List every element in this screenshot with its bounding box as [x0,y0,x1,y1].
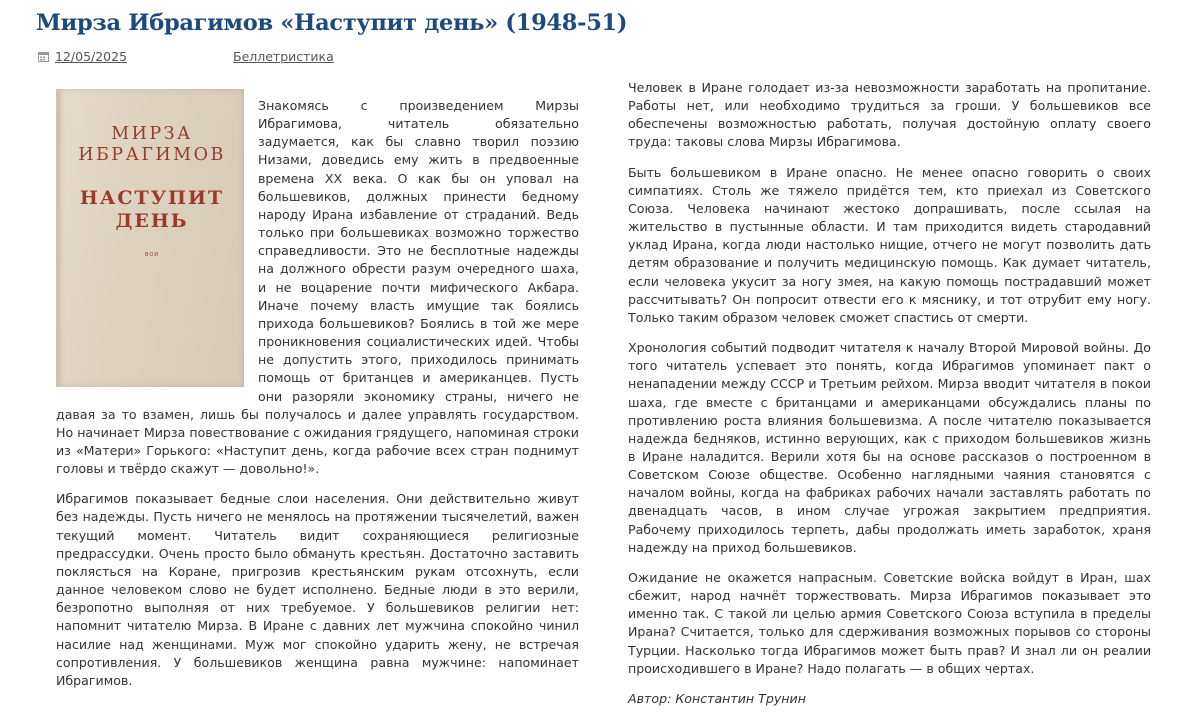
cover-publisher: ВОИ [144,252,160,258]
post-meta [38,49,334,64]
article-paragraph: Человек в Иране голодает из-за невозможности заработать на пропитание. Работы нет, или необходимо трудиться за гроши. У большевиков все обеспечены возможностью работать, получая достойную оплату своего труда: таковы слова Мирзы Ибрагимова. [628,80,1151,150]
article-paragraph: Ожидание не окажется напрасным. Советские войска войдут в Иран, шах сбежит, народ начнёт торжествовать. Мирза Ибрагимов показывает это именно так. С такой ли целью армия Советского Союза вступила в пределы Ирана? Считается, только для сдерживания возможных порывов со стороны Турции. Насколько тогда Ибрагимов может быть прав? И знал ли он реалии происходившего в Иране? Надо полагать — в общих чертах. [628,569,1151,676]
article-column-left [56,97,579,702]
post-date-link[interactable]: 12/05/2025 [55,49,128,64]
article-paragraph: Хронология событий подводит читателя к началу Второй Мировой войны. До того читатель успевает это понять, когда Ибрагимов упоминает пакт о ненападении между СССР и Третьим рейхом. Мирза вводит читателя в покои шаха, где вместе с британцами и американцами обсуждались планы по противлению роста влияния большевизма. А после читателю показывается надежда бедняков, истинно верующих, как с приходом большевиков жизнь в Иране наладится. Верили хотя бы на основе рассказов о построенном в Советском Союзе обществе. Особенно наглядными чаяния становятся с началом войны, когда на фабриках рабочих начали заставлять работать по двенадцать часов, в ином случае угрожая закрытием предприятия. Рабочему приходилось терпеть, дабы продолжать иметь заработок, храня надежду на приход большевиков. [628,340,1151,555]
calendar-icon [38,51,49,62]
cover-author: МИРЗА ИБРАГИМОВ [78,124,226,165]
category-link[interactable]: Беллетристика [233,49,334,64]
cover-title: НАСТУПИТ ДЕНЬ [79,187,225,232]
book-cover-image [56,89,244,387]
article-column-right [628,79,1151,720]
article-paragraph: Быть большевиком в Иране опасно. Не менее опасно говорить о своих симпатиях. Столь же тяжело придётся тем, кто приехал из Советского Союза. Человека начинают жестоко допрашивать, после ссылая на жительство в пустынные области. И там приходится видеть стародавний уклад Ирана, когда люди настолько нищие, отчего не могут позволить дать детям образование и получить медицинскую помощь. Как думает читатель, если человека укусит за ногу змея, на какую помощь пострадавший может рассчитывать? Он попросит отвести его к мяснику, и тот отрубит ему ногу. Только таким образом человек сможет спастись от смерти. [628,164,1151,325]
author-byline: Автор: Константин Трунин [628,690,806,706]
article-paragraph: Знакомясь с произведением Мирзы Ибрагимова, читатель обязательно задумается, как бы славно творил поэзию Низами, доведись ему жить в предвоенные времена XX века. О как бы он уповал на большевиков, должных принести бедному народу Ирана избавление от страданий. Ведь только при большевиках возможно торжество справедливости. Это не бесплотные надежды на должного обрести разум очередного шаха, и не воцарение почти мифического Акбара. Иначе почему власть имущие так боялись прихода большевиков? Боялись в той же мере проникновения социалистических идей. Чтобы не допустить этого, приходилось принимать помощь от британцев и американцев. Пусть они разоряли экономику страны, ничего не давая за то взамен, лишь бы получалось и далее управлять государством. Но начинает Мирза повествование с ожидания грядущего, напоминая строки из «Матери» Горького: «Наступит день, когда рабочие всех стран поднимут головы и твёрдо скажут — довольно!». [56,98,579,477]
page-title: Мирза Ибрагимов «Наступит день» (1948-51) [36,10,628,36]
article-paragraph: Ибрагимов показывает бедные слои населения. Они действительно живут без надежды. Пусть ничего не менялось на протяжении тысячелетий, важен текущий момент. Читатель видит сохраняющиеся религиозные предрассудки. Очень просто было обмануть крестьян. Достаточно заставить поклясться на Коране, пригрозив крестьянским рукам отсохнуть, если данное человеком слово не будет исполнено. Бедные люди в это верили, безропотно выполняя от них требуемое. У большевиков религии нет: напомнит читателю Мирза. В Иране с давних лет мужчина спокойно чинил насилие над женщинами. Муж мог спокойно ударить жену, не встречая сопротивления. У большевиков женщина равна мужчине: напоминает Ибрагимов. [56,491,579,688]
